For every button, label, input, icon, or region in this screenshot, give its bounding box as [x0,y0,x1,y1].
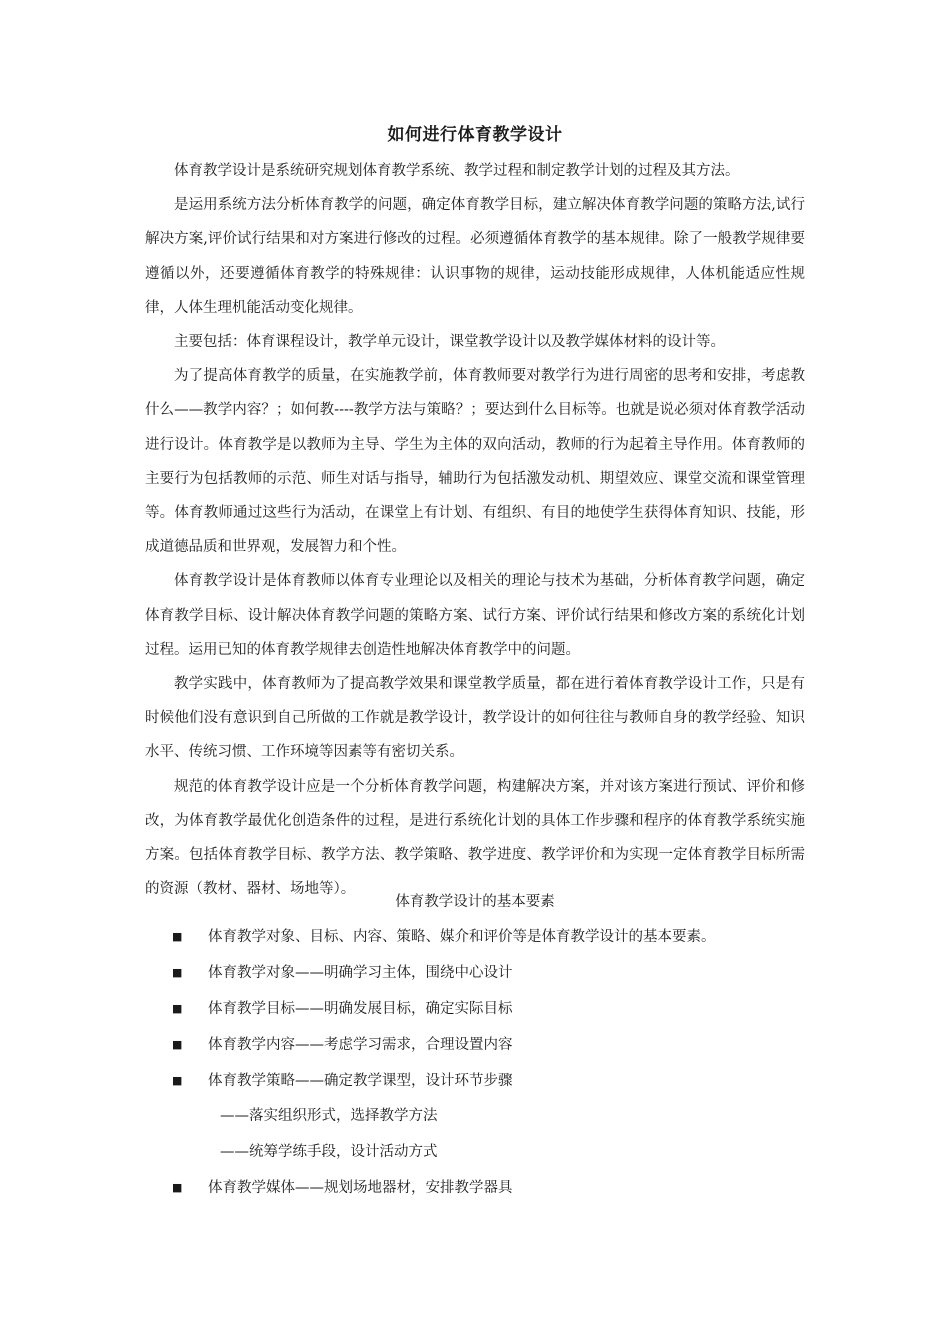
square-bullet-icon: ■ [172,1181,183,1195]
paragraph: 体育教学设计是体育教师以体育专业理论以及相关的理论与技术为基础，分析体育教学问题，确定体育教学目标、设计解决体育教学问题的策略方案、试行方案、评价试行结果和修改方案的系统化计划过程。运用已知的体育教学规律去创造性地解决体育教学中的问题。 [145,573,805,658]
square-bullet-icon: ■ [172,1001,183,1015]
document-title: 如何进行体育教学设计 [387,125,563,145]
list-item [172,958,812,994]
list-item [172,1066,812,1102]
square-bullet-icon: ■ [172,965,183,979]
list-item-text: 体育教学内容——考虑学习需求，合理设置内容 [208,1036,513,1053]
list-item [172,922,812,958]
paragraph: 主要包括：体育课程设计，教学单元设计，课堂教学设计以及教学媒体材料的设计等。 [174,334,725,351]
paragraph: 为了提高体育教学的质量，在实施教学前，体育教师要对教学行为进行周密的思考和安排，考虑教什么——教学内容？；如何教----教学方法与策略？；要达到什么目标等。也就是说必须对体育教学活动进行设计。体育教学是以教师为主导、学生为主体的双向活动，教师的行为起着主导作用。体育教师的主要行为包括教师的示范、师生对话与指导，辅助行为包括激发动机、期望效应、课堂交流和课堂管理等。体育教师通过这些行为活动，在课堂上有计划、有组织、有目的地使学生获得体育知识、技能，形成道德品质和世界观，发展智力和个性。 [145,368,805,556]
list-item-text: 体育教学目标——明确发展目标，确定实际目标 [208,1000,513,1017]
sub-list-item [172,1137,812,1173]
paragraph: 教学实践中，体育教师为了提高教学效果和课堂教学质量，都在进行着体育教学设计工作，只是有时候他们没有意识到自己所做的工作就是教学设计，教学设计的如何往往与教师自身的教学经验、知识水平、传统习惯、工作环境等因素等有密切关系。 [145,676,805,761]
square-bullet-icon: ■ [172,930,183,943]
sub-list-item-text: ——落实组织形式，选择教学方法 [220,1108,438,1125]
list-item-text: 体育教学对象——明确学习主体，围绕中心设计 [208,964,513,981]
list-item-text: 体育教学对象、目标、内容、策略、媒介和评价等是体育教学设计的基本要素。 [208,929,716,945]
sub-list-item-text: ——统筹学练手段，设计活动方式 [220,1144,438,1161]
paragraph: 规范的体育教学设计应是一个分析体育教学问题，构建解决方案，并对该方案进行预试、评价和修改，为体育教学最优化创造条件的过程，是进行系统化计划的具体工作步骤和程序的体育教学系统实施方案。包括体育教学目标、教学方法、教学策略、教学进度、教学评价和为实现一定体育教学目标所需的资源（教材、器材、场地等）。 [145,778,805,898]
element-list [172,922,812,1209]
list-item [172,1030,812,1066]
paragraph: 体育教学设计是系统研究规划体育教学系统、教学过程和制定教学计划的过程及其方法。 [174,163,740,179]
square-bullet-icon: ■ [172,1073,183,1087]
list-item-text: 体育教学媒体——规划场地器材，安排教学器具 [208,1180,513,1197]
list-item [172,994,812,1030]
square-bullet-icon: ■ [172,1037,183,1051]
document-body [145,154,805,906]
section-heading: 体育教学设计的基本要素 [395,894,555,910]
list-item-text: 体育教学策略——确定教学课型，设计环节步骤 [208,1072,513,1089]
paragraph: 是运用系统方法分析体育教学的问题，确定体育教学目标，建立解决体育教学问题的策略方法,试行解决方案,评价试行结果和对方案进行修改的过程。必须遵循体育教学的基本规律。除了一般教学规律要遵循以外，还要遵循体育教学的特殊规律：认识事物的规律，运动技能形成规律，人体机能适应性规律，人体生理机能活动变化规律。 [145,197,805,316]
list-item [172,1173,812,1209]
sub-list-item [172,1101,812,1137]
